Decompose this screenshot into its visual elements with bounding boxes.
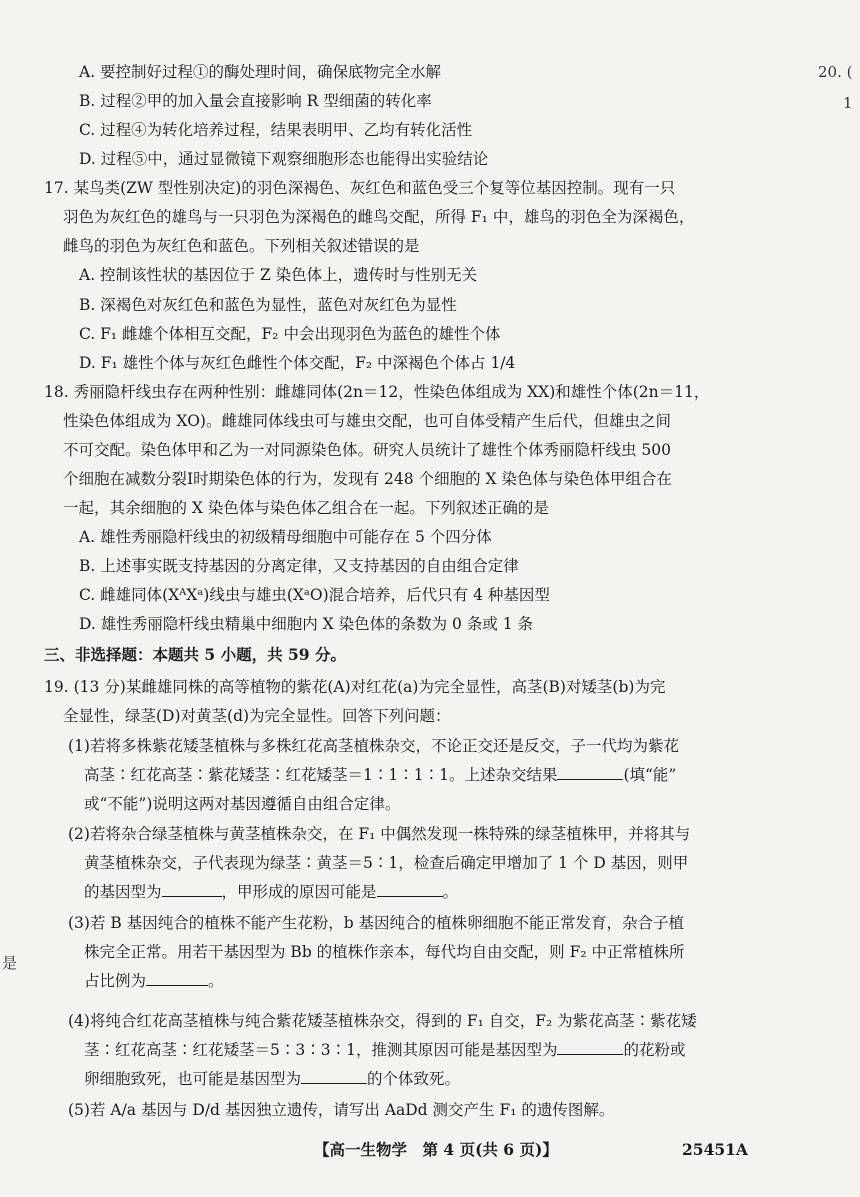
q19-part4-text-d: 的个体致死。 — [367, 1070, 461, 1088]
edge-mark-top-right-2: 1 — [843, 94, 853, 112]
q19-part3-line-3 — [84, 971, 224, 991]
edge-mark-left: 是 — [2, 954, 18, 972]
section-3-heading: 三、非选择题：本题共 5 小题，共 59 分。 — [44, 645, 346, 664]
q17-stem-line-2: 羽色为灰红色的雄鸟与一只羽色为深褐色的雌鸟交配，所得 F₁ 中，雄鸟的羽色全为深褐色， — [63, 208, 695, 226]
footer-page-label: 【高一生物学 第 4 页(共 6 页)】 — [314, 1140, 558, 1159]
q19-part4-text-a: 茎∶红花高茎∶红花矮茎＝5∶3∶3∶1，推测其原因可能是基因型为 — [84, 1041, 558, 1059]
q19-part4-gamete-blank[interactable] — [557, 1040, 623, 1055]
edge-mark-top-right-1: 20. ( — [818, 63, 853, 81]
q19-part2-reason-blank[interactable] — [377, 882, 443, 897]
q19-part4-text-b: 的花粉或 — [623, 1041, 686, 1059]
q19-part2-genotype-blank[interactable] — [162, 882, 222, 897]
q16-option-b: B. 过程②甲的加入量会直接影响 R 型细菌的转化率 — [79, 92, 432, 110]
q17-option-b: B. 深褐色对灰红色和蓝色为显性，蓝色对灰红色为显性 — [79, 296, 457, 314]
q19-stem-line-2: 全显性，绿茎(D)对黄茎(d)为完全显性。回答下列问题： — [63, 707, 451, 725]
q19-part3-text-a: 占比例为 — [84, 972, 147, 990]
q19-part1-line-2 — [84, 765, 676, 785]
q19-part3-ratio-blank[interactable] — [146, 971, 208, 986]
q18-stem-line-2: 性染色体组成为 XO)。雌雄同体线虫可与雄虫交配，也可自体受精产生后代，但雄虫之间 — [63, 412, 671, 430]
q19-stem-line-1: 19. (13 分)某雌雄同株的高等植物的紫花(A)对红花(a)为完全显性，高茎(B)对矮茎(b)为完 — [44, 678, 666, 696]
q19-part3-line-1: (3)若 B 基因纯合的植株不能产生花粉，b 基因纯合的植株卵细胞不能正常发育，杂合子植 — [68, 914, 685, 932]
q16-option-d: D. 过程⑤中，通过显微镜下观察细胞形态也能得出实验结论 — [79, 150, 489, 168]
q18-stem-line-5: 一起，其余细胞的 X 染色体与染色体乙组合在一起。下列叙述正确的是 — [63, 499, 549, 517]
q17-stem-line-1: 17. 某鸟类(ZW 型性别决定)的羽色深褐色、灰红色和蓝色受三个复等位基因控制。现有一只 — [44, 179, 676, 197]
q19-part1-line-3: 或“不能”)说明这两对基因遵循自由组合定律。 — [84, 795, 401, 813]
q19-part1-line-1: (1)若将多株紫花矮茎植株与多株红花高茎植株杂交，不论正交还是反交，子一代均为紫花 — [68, 737, 679, 755]
q19-part1-answer-blank[interactable] — [557, 765, 623, 780]
q18-option-d: D. 雄性秀丽隐杆线虫精巢中细胞内 X 染色体的条数为 0 条或 1 条 — [79, 615, 534, 633]
q19-part1-text-b: (填“能” — [623, 766, 677, 784]
q19-part4-text-c: 卵细胞致死，也可能是基因型为 — [84, 1070, 302, 1088]
q19-part4-individual-blank[interactable] — [301, 1069, 367, 1084]
q18-stem-line-4: 个细胞在减数分裂Ⅰ时期染色体的行为，发现有 248 个细胞的 X 染色体与染色体甲组合在 — [63, 470, 672, 488]
q19-part4-line-1: (4)将纯合红花高茎植株与纯合紫花矮茎植株杂交，得到的 F₁ 自交，F₂ 为紫花高茎∶紫花矮 — [68, 1012, 697, 1030]
q18-option-a: A. 雄性秀丽隐杆线虫的初级精母细胞中可能存在 5 个四分体 — [79, 528, 492, 546]
q19-part2-line-1: (2)若将杂合绿茎植株与黄茎植株杂交，在 F₁ 中偶然发现一株特殊的绿茎植株甲，并将其与 — [68, 825, 691, 843]
q18-stem-line-1: 18. 秀丽隐杆线虫存在两种性别：雌雄同体(2n＝12，性染色体组成为 XX)和雄性个体(2n＝11， — [44, 383, 710, 401]
q19-part2-line-3 — [84, 882, 458, 902]
q18-option-c: C. 雌雄同体(XᴬXᵃ)线虫与雄虫(XᵃO)混合培养，后代只有 4 种基因型 — [79, 586, 550, 604]
q19-part2-line-2: 黄茎植株杂交，子代表现为绿茎∶黄茎＝5∶1，检查后确定甲增加了 1 个 D 基因，则甲 — [84, 854, 689, 872]
q18-option-b: B. 上述事实既支持基因的分离定律，又支持基因的自由组合定律 — [79, 557, 519, 575]
q17-stem-line-3: 雌鸟的羽色为灰红色和蓝色。下列相关叙述错误的是 — [63, 237, 420, 255]
q19-part1-text-a: 高茎∶红花高茎∶紫花矮茎∶红花矮茎＝1∶1∶1∶1。上述杂交结果 — [84, 766, 558, 784]
q18-stem-line-3: 不可交配。染色体甲和乙为一对同源染色体。研究人员统计了雄性个体秀丽隐杆线虫 500 — [63, 441, 672, 459]
q19-part2-text-a: 的基因型为 — [84, 883, 162, 901]
q19-part3-line-2: 株完全正常。用若干基因型为 Bb 的植株作亲本，每代均自由交配，则 F₂ 中正常植株所 — [84, 943, 685, 961]
q16-option-a: A. 要控制好过程①的酶处理时间，确保底物完全水解 — [79, 63, 442, 81]
q19-part2-text-b: ，甲形成的原因可能是 — [221, 883, 377, 901]
q19-part5: (5)若 A/a 基因与 D/d 基因独立遗传，请写出 AaDd 测交产生 F₁ 的遗传图解。 — [68, 1101, 615, 1119]
q19-part3-text-b: 。 — [208, 972, 224, 990]
footer-exam-code: 25451A — [682, 1140, 748, 1159]
q19-part4-line-2 — [84, 1040, 685, 1060]
q17-option-a: A. 控制该性状的基因位于 Z 染色体上，遗传时与性别无关 — [79, 266, 478, 284]
q16-option-c: C. 过程④为转化培养过程，结果表明甲、乙均有转化活性 — [79, 121, 473, 139]
q17-option-c: C. F₁ 雌雄个体相互交配，F₂ 中会出现羽色为蓝色的雄性个体 — [79, 325, 501, 343]
q17-option-d: D. F₁ 雄性个体与灰红色雌性个体交配，F₂ 中深褐色个体占 1/4 — [79, 354, 516, 372]
q19-part2-text-c: 。 — [442, 883, 459, 901]
q19-part4-line-3 — [84, 1069, 460, 1089]
